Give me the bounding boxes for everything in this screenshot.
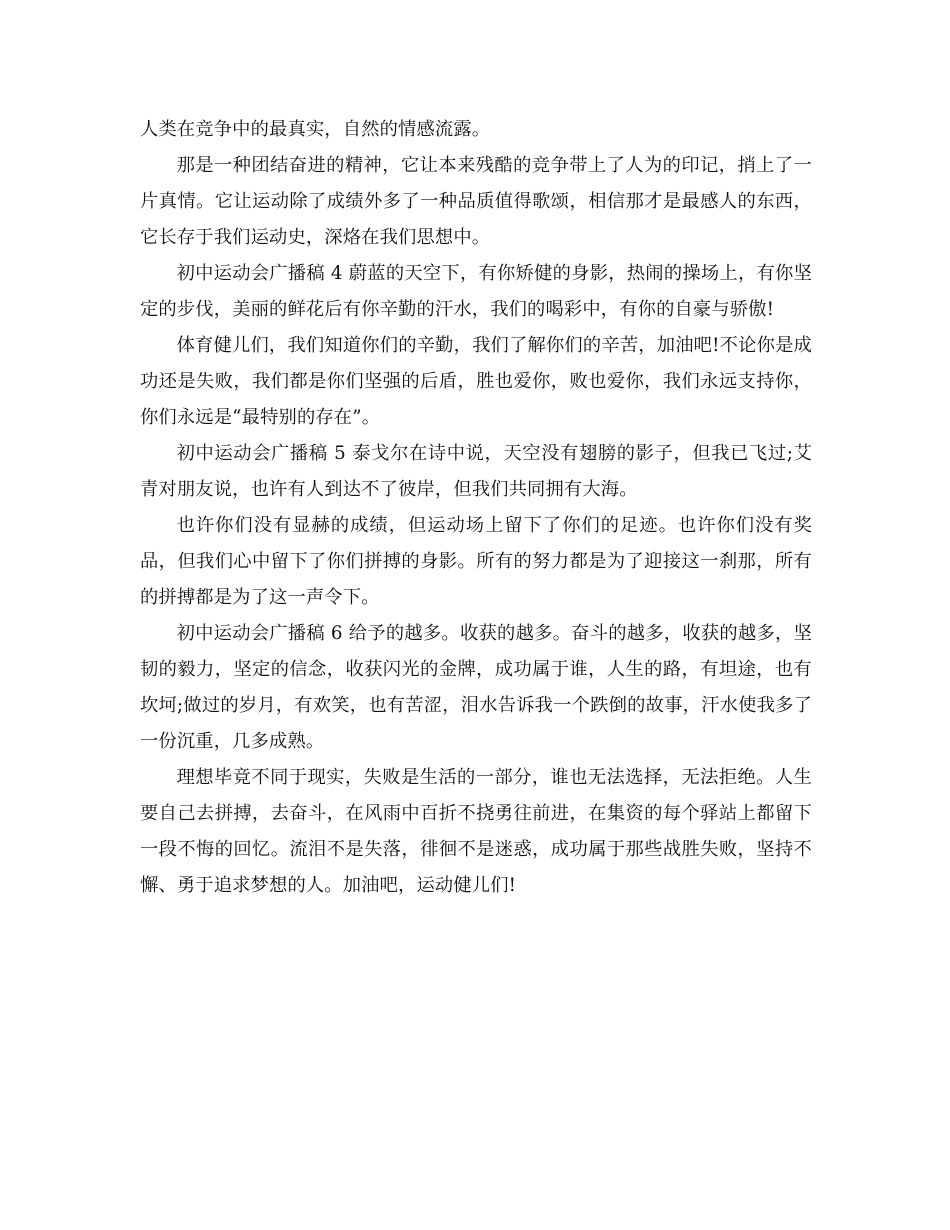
paragraph-continuation: 人类在竞争中的最真实，自然的情感流露。 xyxy=(140,119,491,140)
paragraph-ideal-reality: 理想毕竟不同于现实，失败是生活的一部分，谁也无法选择，无法拒绝。人生要自己去拼搏，去奋斗，在风雨中百折不挠勇往前进，在集资的每个驿站上都留下一段不悔的回忆。流泪不是失落，徘徊不是迷惑，成功属于那些战胜失败，坚持不懈、勇于追求梦想的人。加油吧，运动健儿们! xyxy=(140,767,812,896)
document-body xyxy=(140,112,812,904)
paragraph-team-spirit: 那是一种团结奋进的精神，它让本来残酷的竞争带上了人为的印记，捎上了一片真情。它让运动除了成绩外多了一种品质值得歌颂，相信那才是最感人的东西，它长存于我们运动史，深烙在我们思想中。 xyxy=(140,155,812,248)
paragraph-broadcast-6: 初中运动会广播稿 6 给予的越多。收获的越多。奋斗的越多，收获的越多，坚韧的毅力，坚定的信念，收获闪光的金牌，成功属于谁，人生的路，有坦途，也有坎坷;做过的岁月，有欢笑，也有苦涩，泪水告诉我一个跌倒的故事，汗水使我多了一份沉重，几多成熟。 xyxy=(140,623,812,752)
paragraph-athletes-support: 体育健儿们，我们知道你们的辛勤，我们了解你们的辛苦，加油吧!不论你是成功还是失败，我们都是你们坚强的后盾，胜也爱你，败也爱你，我们永远支持你，你们永远是“最特别的存在”。 xyxy=(140,335,812,428)
paragraph-footprints: 也许你们没有显赫的成绩，但运动场上留下了你们的足迹。也许你们没有奖品，但我们心中留下了你们拼搏的身影。所有的努力都是为了迎接这一刹那，所有的拼搏都是为了这一声令下。 xyxy=(140,515,812,608)
paragraph-broadcast-5: 初中运动会广播稿 5 泰戈尔在诗中说，天空没有翅膀的影子，但我已飞过;艾青对朋友说，也许有人到达不了彼岸，但我们共同拥有大海。 xyxy=(140,443,812,500)
paragraph-broadcast-4: 初中运动会广播稿 4 蔚蓝的天空下，有你矫健的身影，热闹的操场上，有你坚定的步伐，美丽的鲜花后有你辛勤的汗水，我们的喝彩中，有你的自豪与骄傲! xyxy=(140,263,812,320)
